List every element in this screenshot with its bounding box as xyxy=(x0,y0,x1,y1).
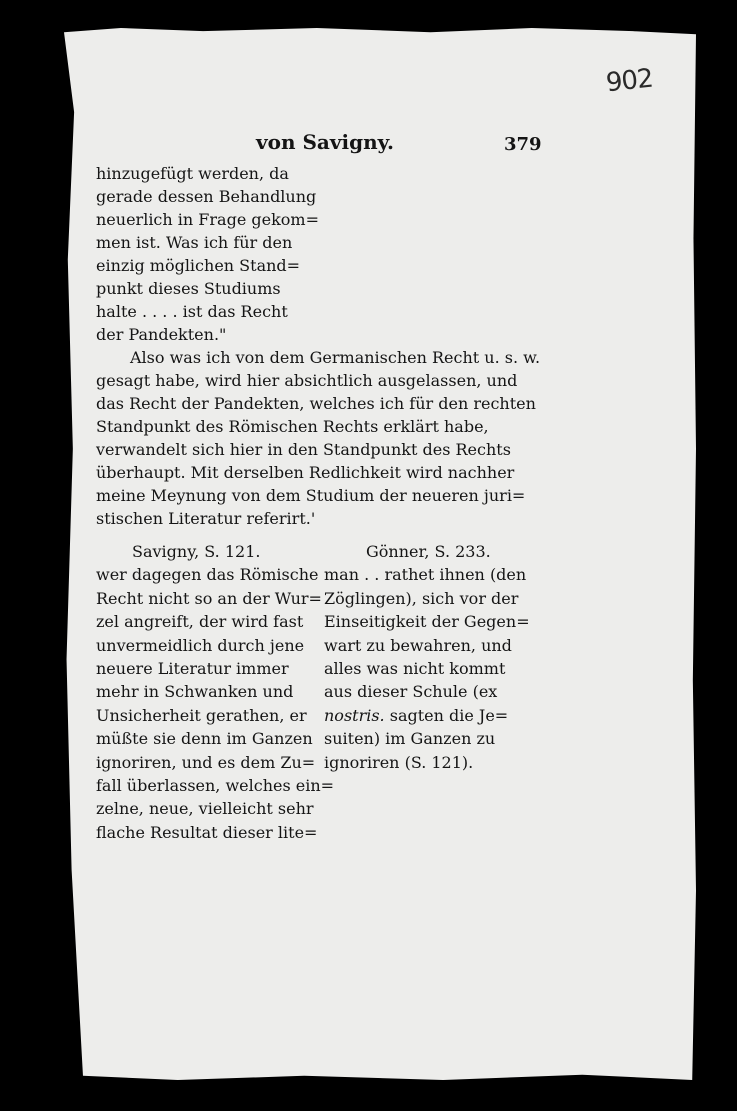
text-line: gesagt habe, wird hier absichtlich ausgelassen, und xyxy=(96,371,518,390)
line-rest: sagten die Je= xyxy=(384,705,509,725)
text-line: einzig möglichen Stand= xyxy=(96,256,301,275)
text-line: meine Meynung von dem Studium der neueren juri= xyxy=(96,486,526,505)
page-header xyxy=(0,130,737,160)
column-line: Recht nicht so an der Wur= xyxy=(96,588,322,608)
column-line: müßte sie denn im Ganzen xyxy=(96,729,313,749)
text-line: halte . . . . ist das Recht xyxy=(96,302,288,321)
text-line: gerade dessen Behandlung xyxy=(96,187,317,206)
column-line: alles was nicht kommt xyxy=(324,658,506,678)
column-line: flache Resultat dieser lite= xyxy=(96,822,318,842)
text-line: Standpunkt des Römischen Rechts erklärt habe, xyxy=(96,417,489,436)
text-line: men ist. Was ich für den xyxy=(96,233,293,252)
column-line: ignoriren, und es dem Zu= xyxy=(96,752,316,772)
page-number: 379 xyxy=(504,134,542,155)
column-line: neuere Literatur immer xyxy=(96,658,289,678)
column-line: wart zu bewahren, und xyxy=(324,635,512,655)
text-line: verwandelt sich hier in den Standpunkt des Rechts xyxy=(96,440,511,459)
column-line: aus dieser Schule (ex xyxy=(324,682,498,702)
column-line: Unsicherheit gerathen, er xyxy=(96,705,307,725)
column-line: Zöglingen), sich vor der xyxy=(324,588,519,608)
text-line: der Pandekten." xyxy=(96,325,227,344)
body-text xyxy=(96,162,556,530)
column-line: zelne, neue, vielleicht sehr xyxy=(96,799,314,819)
column-line-italic xyxy=(324,704,564,727)
text-line: das Recht der Pandekten, welches ich für den rechten xyxy=(96,394,536,413)
column-heading: Gönner, S. 233. xyxy=(366,542,491,561)
column-line: wer dagegen das Römische xyxy=(96,565,319,585)
text-line: überhaupt. Mit derselben Redlichkeit wird nachher xyxy=(96,463,515,482)
handwritten-page-mark: 902 xyxy=(604,63,655,99)
column-line: unvermeidlich durch jene xyxy=(96,635,305,655)
column-line: mehr in Schwanken und xyxy=(96,682,294,702)
text-line: punkt dieses Studiums xyxy=(96,279,281,298)
text-line: stischen Literatur referirt.' xyxy=(96,509,316,528)
column-line: zel angreift, der wird fast xyxy=(96,612,304,632)
running-head: von Savigny. xyxy=(256,130,394,154)
column-line: suiten) im Ganzen zu xyxy=(324,729,496,749)
left-column-savigny xyxy=(96,540,335,844)
text-line: neuerlich in Frage gekom= xyxy=(96,210,319,229)
column-line: fall überlassen, welches ein= xyxy=(96,775,335,795)
latin-phrase: nostris. xyxy=(324,705,385,725)
text-line: Also was ich von dem Germanischen Recht u. s. w. xyxy=(130,348,541,367)
column-heading: Savigny, S. 121. xyxy=(132,542,261,561)
text-line: hinzugefügt werden, da xyxy=(96,164,289,183)
column-line: Einseitigkeit der Gegen= xyxy=(324,612,530,632)
right-column-goenner xyxy=(324,540,564,774)
column-line: ignoriren (S. 121). xyxy=(324,752,474,772)
column-line: man . . rathet ihnen (den xyxy=(324,565,527,585)
